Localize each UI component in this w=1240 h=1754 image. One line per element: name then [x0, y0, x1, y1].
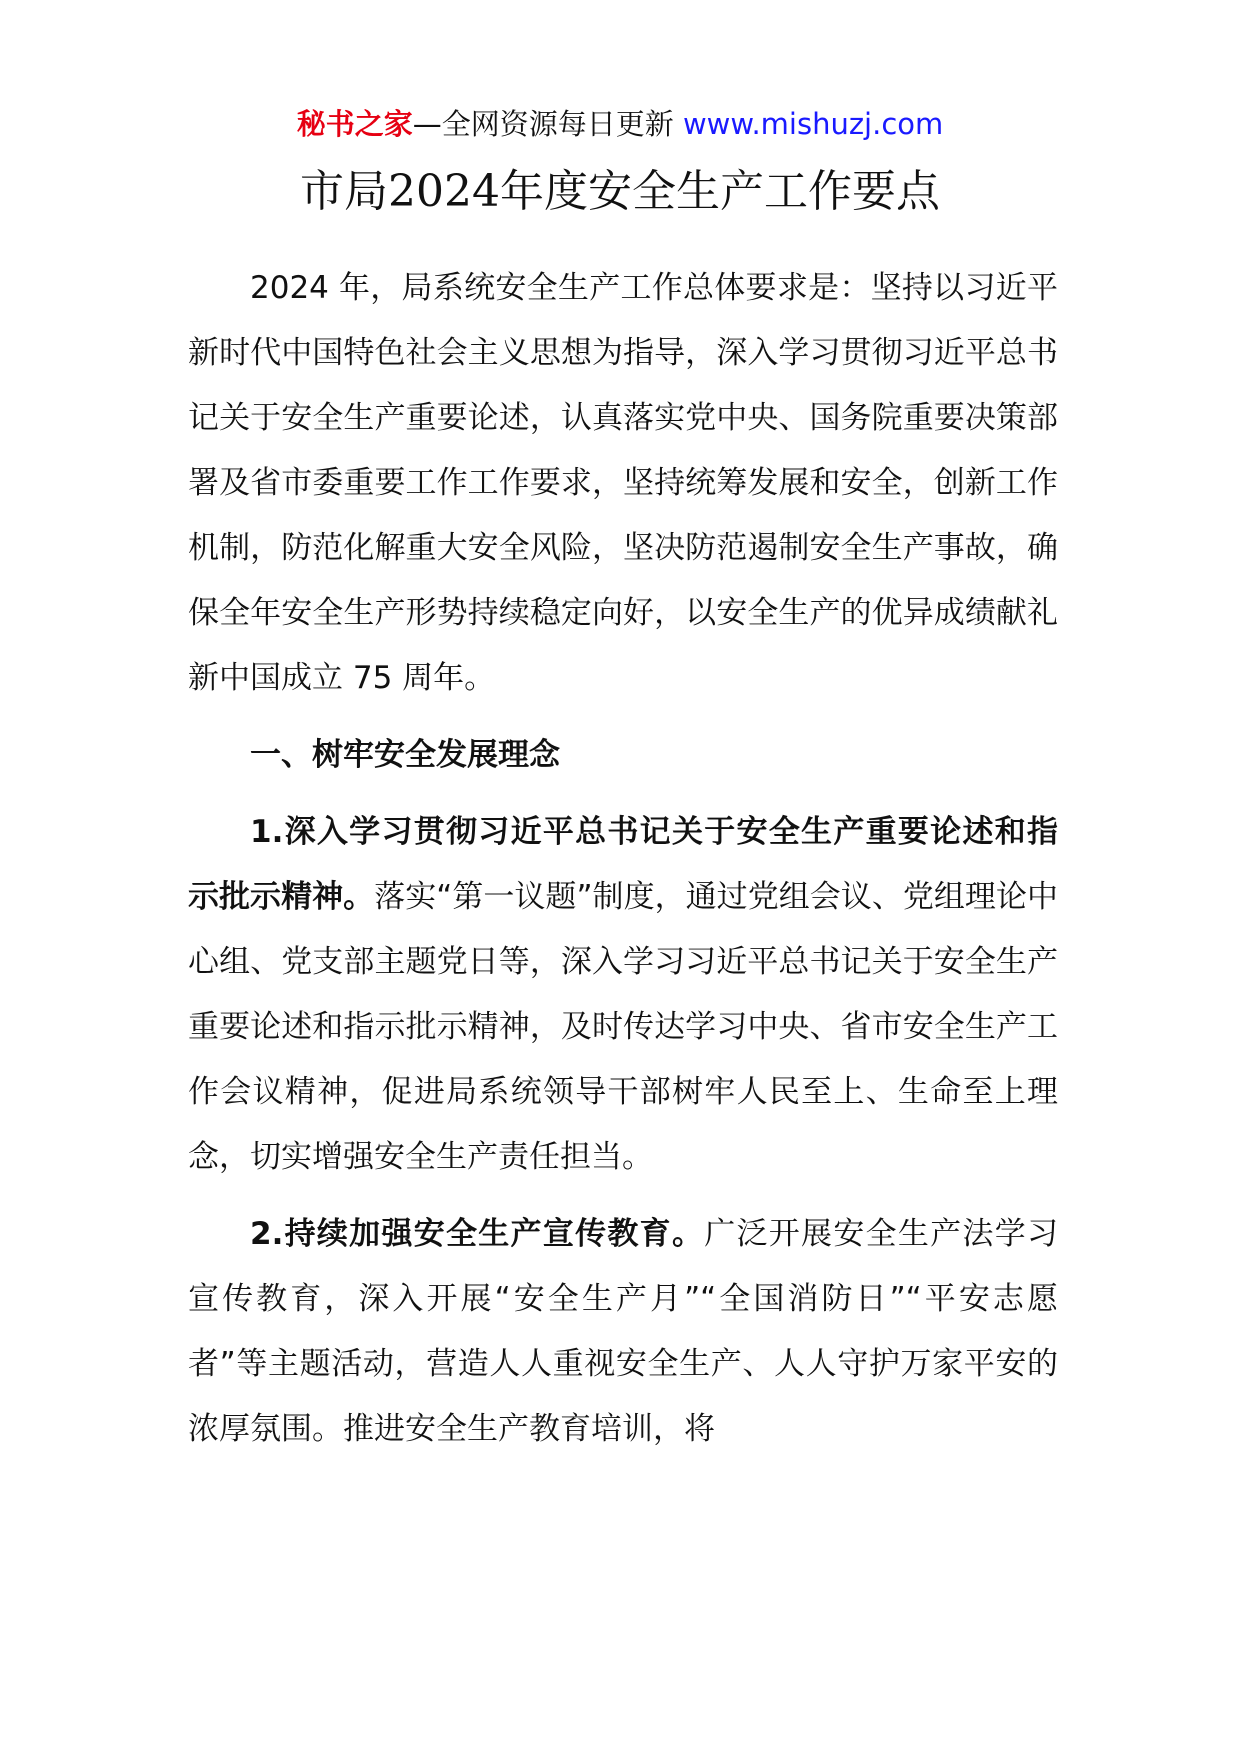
item-1-paragraph: [188, 800, 1058, 1190]
title-prefix: 市局: [300, 166, 388, 217]
intro-paragraph: 2024 年，局系统安全生产工作总体要求是：坚持以习近平新时代中国特色社会主义思想为指导，深入学习贯彻习近平总书记关于安全生产重要论述，认真落实党中央、国务院重要决策部署及省市委重要工作工作要求，坚持统筹发展和安全，创新工作机制，防范化解重大安全风险，坚决防范遏制安全生产事故，确保全年安全生产形势持续稳定向好，以安全生产的优异成绩献礼新中国成立 75 周年。: [188, 270, 1058, 696]
item-1-title: 1.深入学习贯彻习近平总书记关于安全生产重要论述和指示批示精神。: [188, 814, 1058, 915]
section-heading-1: 一、树牢安全发展理念: [250, 737, 560, 773]
title-year: 2024: [388, 166, 500, 217]
banner-tagline: —全网资源每日更新: [412, 107, 683, 141]
item-2-title: 2.持续加强安全生产宣传教育。: [250, 1216, 705, 1252]
item-2-body: 广泛开展安全生产法学习宣传教育，深入开展“安全生产月”“全国消防日”“平安志愿者”等主题活动，营造人人重视安全生产、人人守护万家平安的浓厚氛围。推进安全生产教育培训，将: [188, 1216, 1058, 1447]
banner-url[interactable]: www.mishuzj.com: [682, 107, 944, 141]
document-body: [188, 256, 1058, 1462]
title-suffix: 年度安全生产工作要点: [499, 166, 940, 217]
item-2-paragraph: [188, 1202, 1058, 1462]
document-title: [0, 162, 1240, 222]
banner-brand: 秘书之家: [296, 107, 413, 141]
site-banner: [0, 104, 1240, 144]
item-1-body: 落实“第一议题”制度，通过党组会议、党组理论中心组、党支部主题党日等，深入学习习近平总书记关于安全生产重要论述和指示批示精神，及时传达学习中央、省市安全生产工作会议精神，促进局系统领导干部树牢人民至上、生命至上理念，切实增强安全生产责任担当。: [188, 879, 1058, 1175]
